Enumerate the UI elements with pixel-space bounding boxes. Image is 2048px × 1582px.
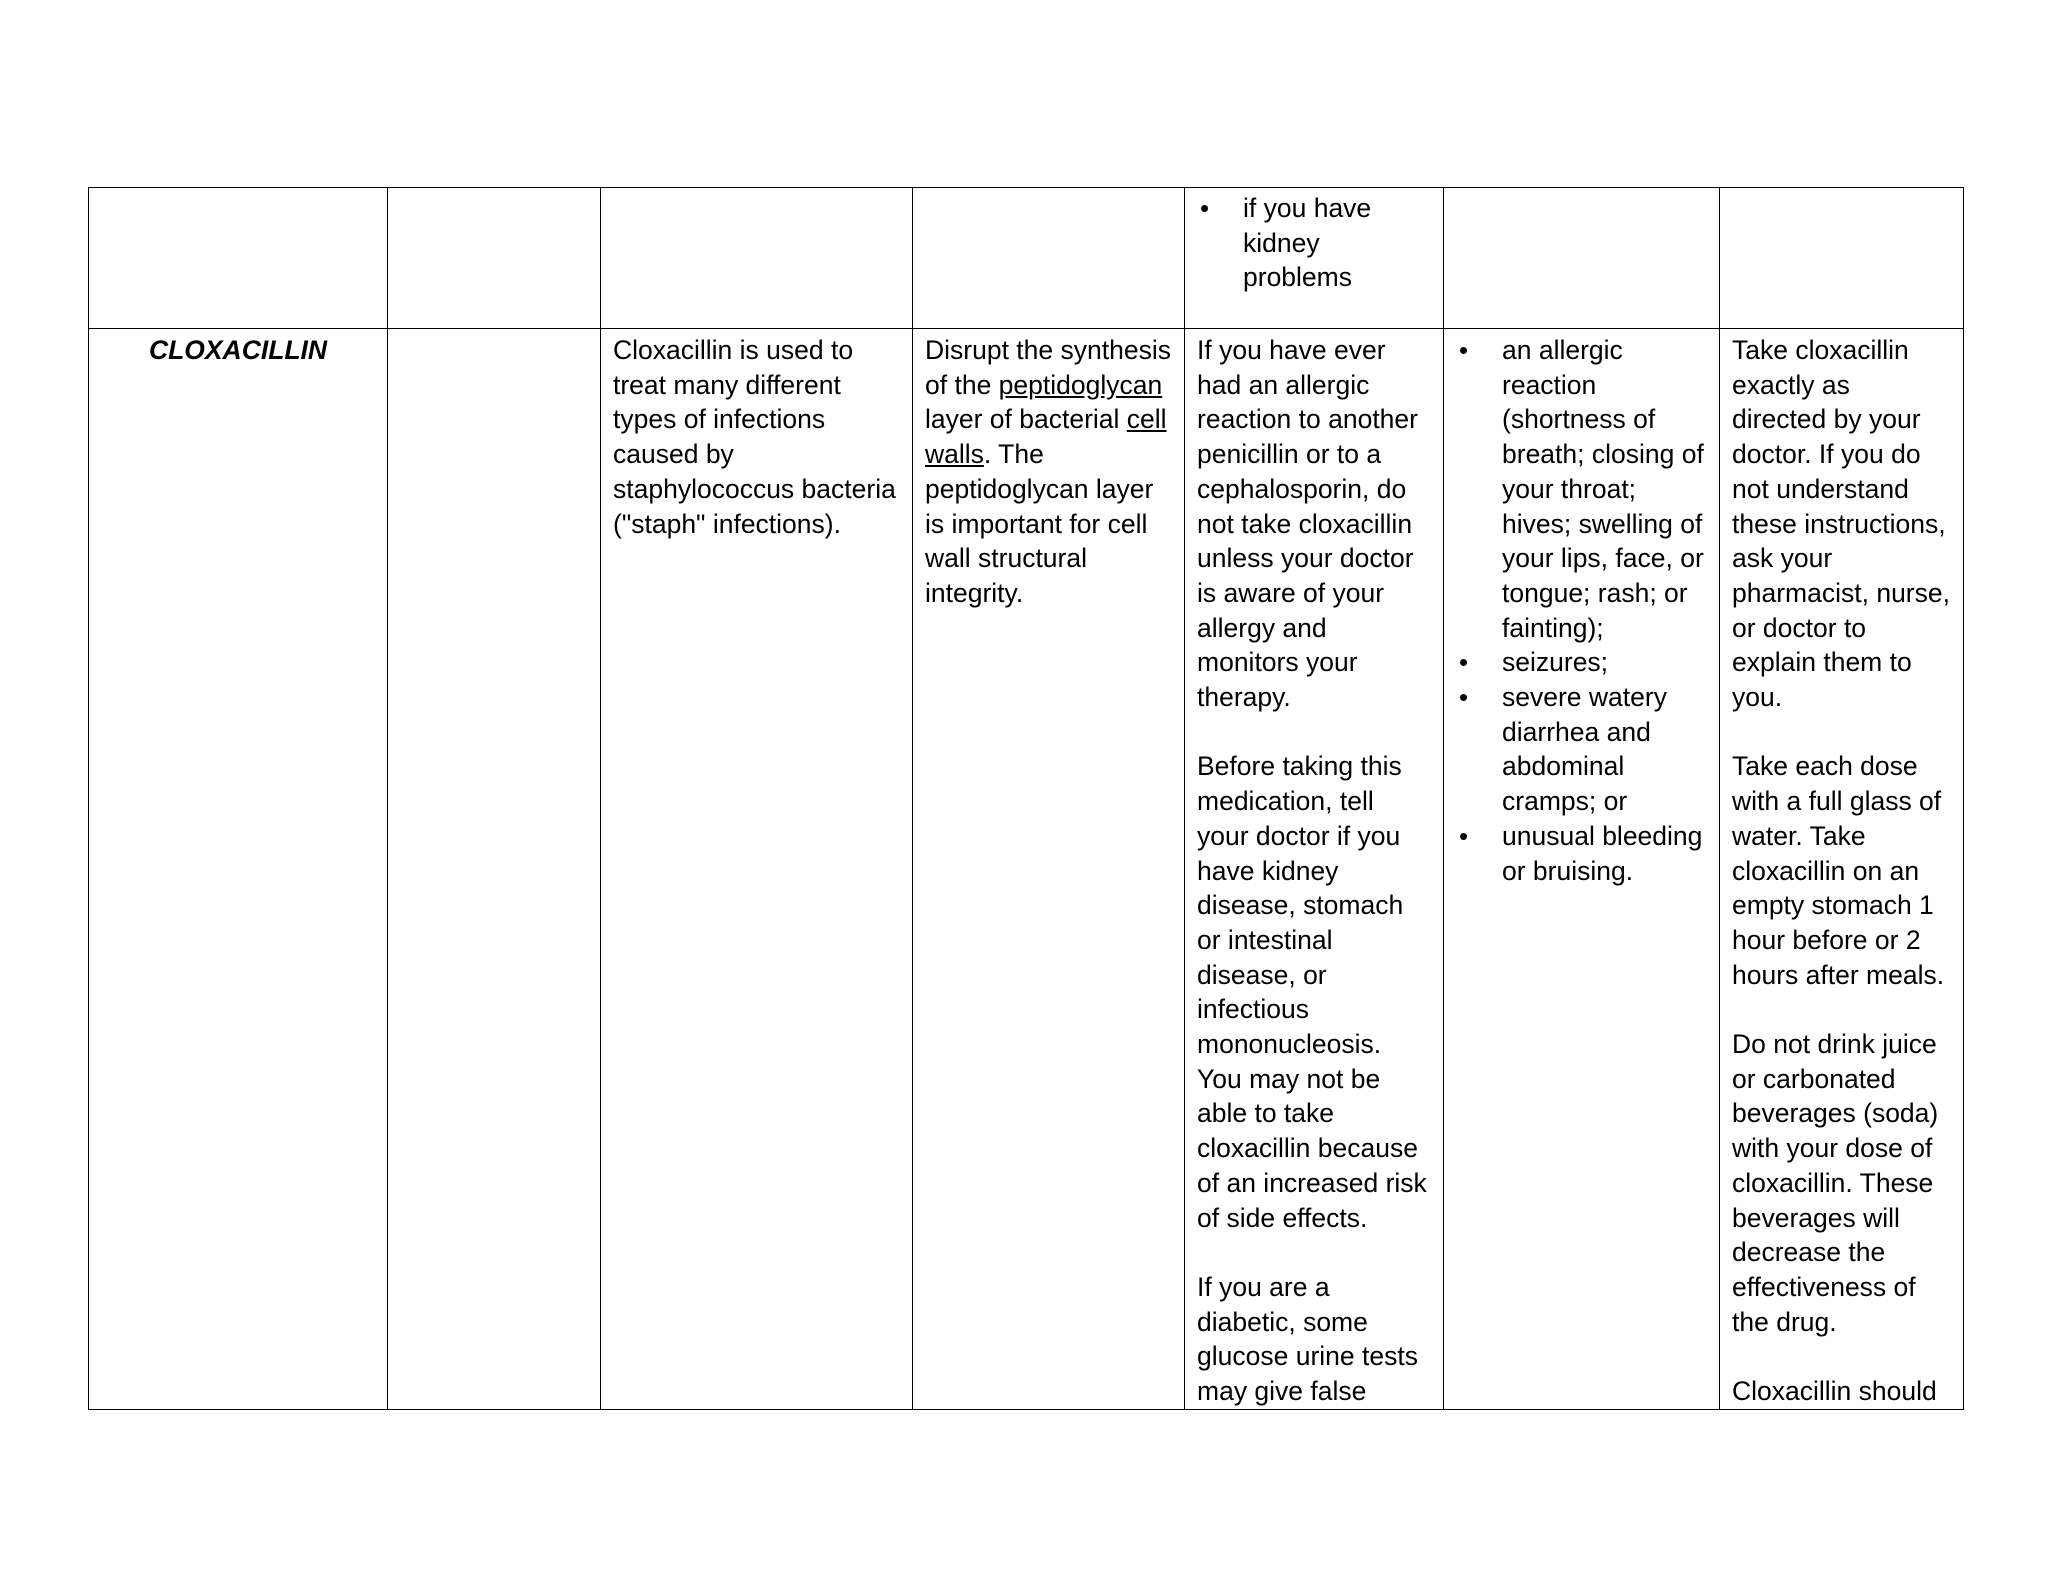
instruction-paragraph: Take cloxacillin exactly as directed by your doctor. If you do not understand these instructions, ask your pharmacist, nurse, or doctor to explain them to you. (1732, 335, 1950, 713)
precautions-cell (1185, 329, 1444, 1410)
list-item: • severe watery diarrhea and abdominal cramps; or (1456, 680, 1707, 819)
cell-drug-name-empty (89, 188, 388, 329)
mechanism-part-2: layer of bacterial (925, 404, 1127, 435)
mechanism-part-3: . The peptidoglycan layer is important for cell wall structural integrity. (925, 439, 1154, 608)
peptidoglycan-link[interactable]: peptidoglycan (998, 369, 1163, 400)
cell-classification-empty (388, 188, 601, 329)
precaution-paragraph: Before taking this medication, tell your doctor if you have kidney disease, stomach or intestinal disease, or infectious mononucleosis. You may not be able to take cloxacillin because of an increased risk of side effects. (1197, 751, 1427, 1233)
instruction-paragraph: Take each dose with a full glass of water. Take cloxacillin on an empty stomach 1 hour before or 2 hours after meals. (1732, 751, 1945, 990)
nursing-instructions-cell (1720, 329, 1964, 1410)
cell-classification (388, 329, 601, 1410)
drug-table (88, 187, 1964, 1410)
cell-indication-empty (601, 188, 913, 329)
instruction-paragraph: Do not drink juice or carbonated beverages (soda) with your dose of cloxacillin. These beverages will decrease the effectiveness of the drug. (1732, 1029, 1939, 1337)
list-item: • seizures; (1456, 645, 1707, 680)
cell-nursing-empty (1720, 188, 1964, 329)
table-row-cloxacillin (89, 329, 1964, 1410)
adverse-effects-cell (1444, 329, 1720, 1410)
list-item: • if you have kidney problems (1197, 191, 1431, 295)
drug-name: CLOXACILLIN (89, 329, 388, 1410)
cell-walls-link[interactable]: cell walls (925, 404, 1167, 470)
list-item: • unusual bleeding or bruising. (1456, 819, 1707, 888)
mechanism-text (913, 329, 1185, 1410)
adverse-effects-list (1456, 333, 1707, 888)
instruction-paragraph: Cloxacillin should (1732, 1376, 1937, 1407)
table-row-continued (89, 188, 1964, 329)
indication-text: Cloxacillin is used to treat many different types of infections caused by staphylococcus bacteria ("staph" infections). (601, 329, 913, 1410)
cell-precautions-continued (1185, 188, 1444, 329)
precaution-paragraph: If you are a diabetic, some glucose urine tests may give false (1197, 1271, 1418, 1407)
list-item: • an allergic reaction (shortness of breath; closing of your throat; hives; swelling of your lips, face, or tongue; rash; or fainting); (1456, 333, 1707, 645)
precaution-paragraph: If you have ever had an allergic reaction to another penicillin or to a cephalosporin, do not take cloxacillin unless your doctor is aware of your allergy and monitors your therapy. (1197, 335, 1418, 713)
mechanism-part-1: Disrupt the synthesis of the (925, 335, 1171, 400)
precautions-bullet-list (1197, 191, 1431, 295)
cell-adverse-empty (1444, 188, 1720, 329)
cell-mechanism-empty (913, 188, 1185, 329)
